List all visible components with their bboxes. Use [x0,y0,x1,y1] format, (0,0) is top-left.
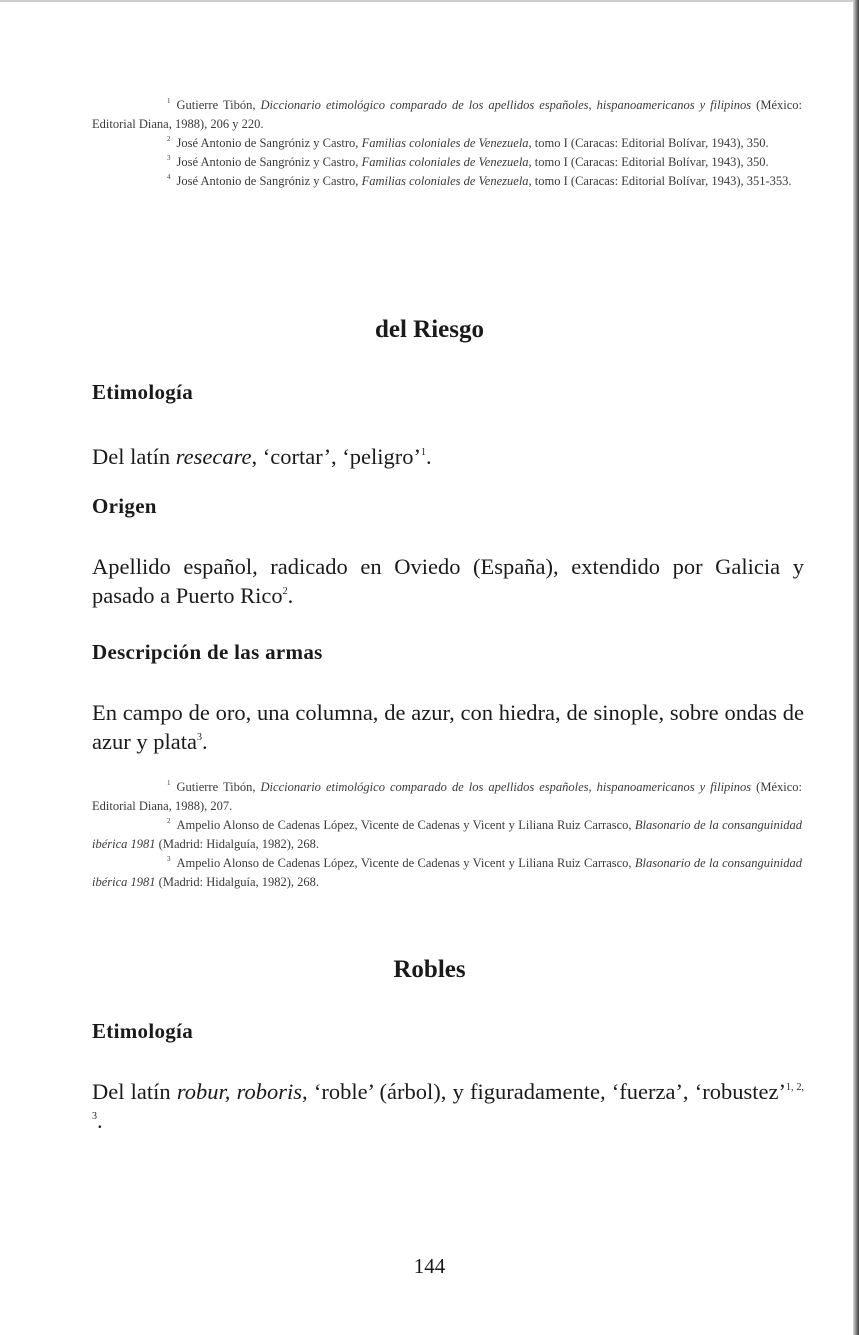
footnote: $^1$ Gutierre Tibón, Diccionario etimológico comparado de los apellidos españoles, hispanoamericanos y filipinos (México: Editorial Diana, 1988), 206 y 220. [92,97,802,131]
heading-etimologia: Etimología [92,1019,193,1043]
heading-origen: Origen [92,494,157,518]
footnote: $^1$ Gutierre Tibón, Diccionario etimológico comparado de los apellidos españoles, hispanoamericanos y filipinos (México: Editorial Diana, 1988), 207. [92,779,802,813]
footnotes-top [92,96,802,191]
paragraph-armas: En campo de oro, una columna, de azur, con hiedra, de sinople, sobre ondas de azur y plata$^3$. [92,700,804,754]
section-title-robles: Robles [393,956,466,983]
paragraph-origen: Apellido español, radicado en Oviedo (España), extendido por Galicia y pasado a Puerto Rico$^2$. [92,554,804,608]
page-top-edge [0,0,859,2]
footnote: $^4$ José Antonio de Sangróniz y Castro, Familias coloniales de Venezuela, tomo I (Caracas: Editorial Bolívar, 1943), 351-353. [167,173,792,188]
scan-right-edge-shadow [853,0,859,1335]
heading-etimologia: Etimología [92,380,193,404]
heading-descripcion-armas: Descripción de las armas [92,640,323,664]
page-number: 144 [413,1254,446,1278]
footnote: $^3$ José Antonio de Sangróniz y Castro, Familias coloniales de Venezuela, tomo I (Caracas: Editorial Bolívar, 1943), 350. [167,154,769,169]
footnote: $^2$ José Antonio de Sangróniz y Castro, Familias coloniales de Venezuela, tomo I (Caracas: Editorial Bolívar, 1943), 350. [167,135,769,150]
footnote: $^3$ Ampelio Alonso de Cadenas López, Vicente de Cadenas y Vicent y Liliana Ruiz Carrasco, Blasonario de la consanguinidad ibérica 1981 (Madrid: Hidalguía, 1982), 268. [92,855,802,889]
paragraph-etimologia: Del latín resecare, ‘cortar’, ‘peligro’$^1$. [92,444,432,469]
footnote: $^2$ Ampelio Alonso de Cadenas López, Vicente de Cadenas y Vicent y Liliana Ruiz Carrasco, Blasonario de la consanguinidad ibérica 1981 (Madrid: Hidalguía, 1982), 268. [92,817,802,851]
section-title-del-riesgo: del Riesgo [374,316,485,343]
footnotes-mid [92,778,802,892]
paragraph-etimologia: Del latín robur, roboris, ‘roble’ (árbol), y figuradamente, ‘fuerza’, ‘robustez’$^{1, 2, 3}$. [92,1079,805,1133]
